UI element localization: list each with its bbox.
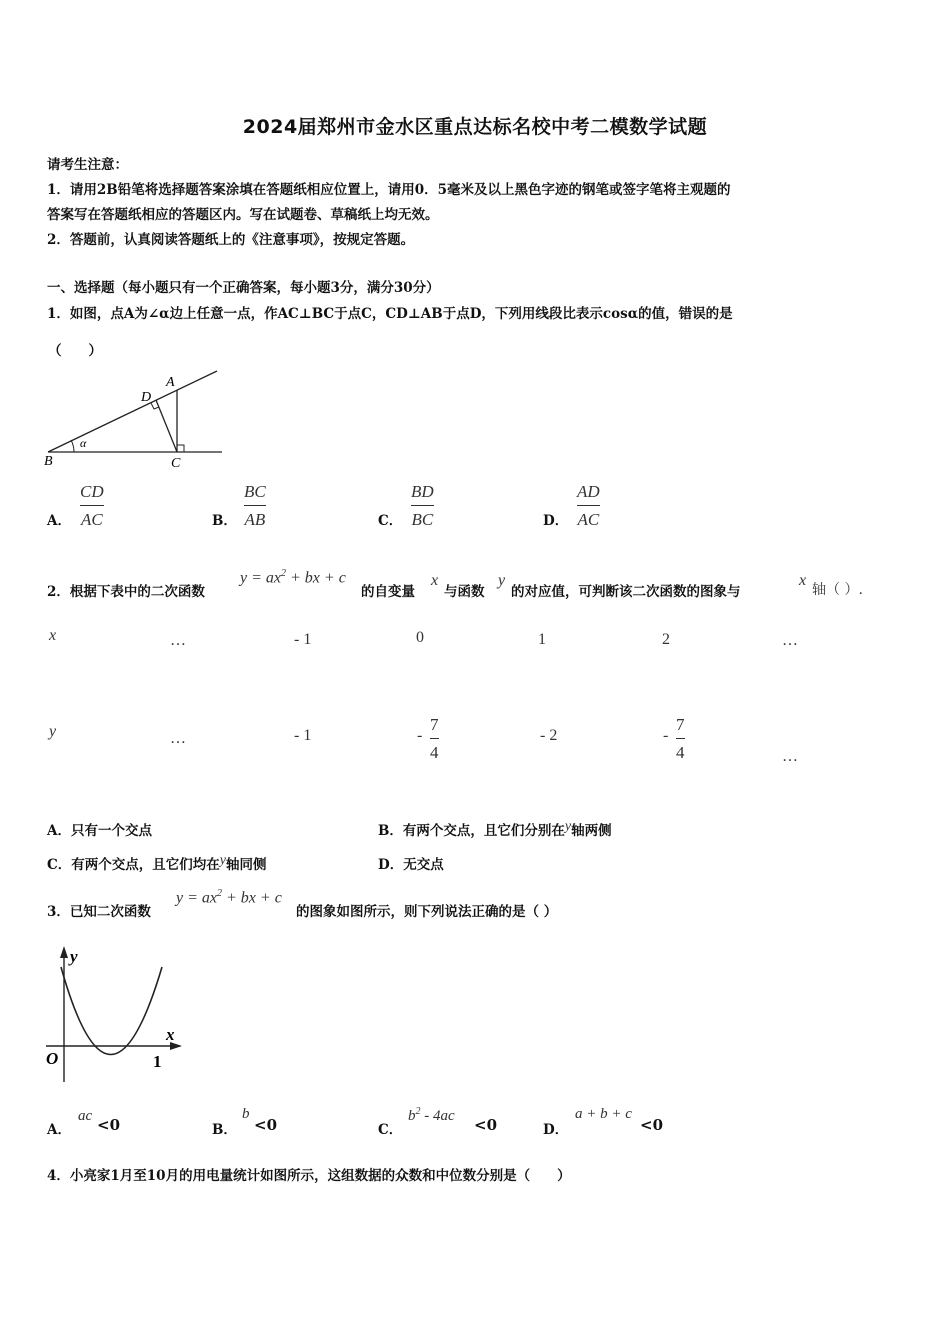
notice-line-2: 答案写在答题纸相应的答题区内。写在试题卷、草稿纸上均无效。 — [47, 207, 439, 223]
q3-label-x: x — [166, 1025, 175, 1044]
q2-option-a: A．只有一个交点 — [47, 823, 152, 839]
q1-option-b-fraction — [244, 483, 266, 528]
q3-option-b-rel: <0 — [254, 1116, 278, 1134]
q1-label-a: A — [166, 375, 175, 390]
q1-option-d-letter: D． — [543, 513, 569, 529]
q2-table-x-cell: - 1 — [294, 631, 312, 648]
notice-line-1: 1．请用2B铅笔将选择题答案涂填在答题纸相应位置上，请用0．5毫米及以上黑色字迹的钢笔或签字笔将主观题的 — [47, 182, 731, 198]
q3-option-c-expr: $b^2 - 4ac$ — [408, 1106, 455, 1124]
q3-option-a-expr: ac — [78, 1108, 93, 1124]
q2-var-y: y — [498, 572, 506, 589]
q3-option-b-expr: b — [242, 1106, 250, 1122]
q3-stem-tail: 的图象如图所示，则下列说法正确的是（ ） — [296, 904, 558, 920]
q2-stem-mid3: 的对应值，可判断该二次函数的图象与 — [511, 584, 741, 600]
q2-var-x: x — [431, 572, 439, 589]
q3-formula: $y = ax^2$ + bx + c — [176, 888, 282, 907]
q3-label-origin: O — [46, 1049, 59, 1068]
q1-option-d-fraction — [577, 483, 600, 528]
q3-parabola-figure — [40, 942, 190, 1087]
q2-table-x-cell: … — [782, 632, 798, 649]
notice-line-3: 2．答题前，认真阅读答题纸上的《注意事项》，按规定答题。 — [47, 232, 415, 248]
q1-label-d: D — [141, 390, 152, 405]
q2-formula: $y = ax^2$ + bx + c — [240, 568, 346, 587]
q1-option-a-num: CD — [80, 482, 104, 501]
q1-label-alpha: α — [80, 436, 87, 450]
q1-option-d-den: AC — [577, 510, 600, 529]
q3-option-c-rel: <0 — [474, 1116, 498, 1134]
q2-table-y-label: y — [49, 723, 57, 740]
q1-paren: （ ） — [48, 343, 102, 359]
q2-stem-tail: 轴（ ）. — [812, 582, 863, 598]
q2-stem-pre: 2．根据下表中的二次函数 — [47, 584, 205, 600]
q1-option-a-fraction — [80, 483, 104, 528]
q1-option-c-num: BD — [411, 482, 434, 501]
q3-y-arrow-icon — [60, 946, 68, 958]
q2-stem-mid1: 的自变量 — [361, 584, 415, 600]
q3-option-b-letter: B． — [212, 1122, 237, 1138]
q1-triangle-figure — [40, 366, 230, 476]
q1-option-c-letter: C． — [378, 513, 403, 529]
q2-table-x-cell: 0 — [416, 629, 424, 646]
section-heading: 一、选择题（每小题只有一个正确答案，每小题3分，满分30分） — [47, 280, 440, 296]
q2-stem-mid2: 与函数 — [444, 584, 485, 600]
q1-option-c-den: BC — [411, 510, 434, 529]
q2-table-x-label: x — [49, 627, 57, 644]
q3-label-y: y — [70, 947, 78, 966]
q2-var-x2: x — [799, 572, 807, 589]
q2-option-c: C．有两个交点，且它们均在y轴同侧 — [47, 853, 267, 873]
q3-option-a-letter: A． — [47, 1122, 71, 1138]
q2-table-x-cell: … — [170, 632, 186, 649]
q3-label-one: 1 — [153, 1052, 162, 1071]
q2-table-y-cell-fraction: 7 4 — [430, 715, 439, 762]
q3-stem-pre: 3．已知二次函数 — [47, 904, 151, 920]
q1-option-b-den: AB — [244, 510, 266, 529]
q2-table-y-cell: … — [782, 748, 798, 765]
q2-table-y-cell-sign: - — [417, 727, 423, 744]
q1-stem: 1．如图，点A为∠α边上任意一点，作AC⊥BC于点C，CD⊥AB于点D，下列用线段比表示cosα的值，错误的是 — [47, 306, 733, 322]
notice-heading: 请考生注意： — [47, 157, 128, 173]
q2-table-y-cell-sign: - — [663, 727, 669, 744]
q3-option-a-rel: <0 — [97, 1116, 121, 1134]
q4-stem: 4．小亮家1月至10月的用电量统计如图所示，这组数据的众数和中位数分别是（ ） — [47, 1168, 571, 1184]
q1-label-b: B — [44, 454, 53, 469]
q1-option-a-den: AC — [80, 510, 103, 529]
q3-parabola-curve — [61, 967, 162, 1055]
q2-table-y-cell: … — [170, 730, 186, 747]
q1-option-b-num: BC — [244, 482, 266, 501]
q1-option-a-letter: A． — [47, 513, 71, 529]
q2-table-x-cell: 2 — [662, 631, 670, 648]
q1-angle-arc — [71, 440, 74, 452]
q2-table-y-cell: - 1 — [294, 727, 312, 744]
q2-table-y-cell: - 2 — [540, 727, 558, 744]
q1-option-c-fraction — [411, 483, 434, 528]
q1-right-angle-c — [177, 445, 184, 452]
q3-option-d-rel: <0 — [640, 1116, 664, 1134]
q2-option-b: B．有两个交点，且它们分别在y轴两侧 — [378, 819, 612, 839]
q3-option-c-letter: C． — [378, 1122, 403, 1138]
q1-line-cd — [156, 400, 177, 452]
q3-option-d-expr: a + b + c — [575, 1106, 632, 1122]
q1-option-b-letter: B． — [212, 513, 237, 529]
q2-table-y-cell-fraction: 7 4 — [676, 715, 685, 762]
q2-table-x-cell: 1 — [538, 631, 546, 648]
q1-line-ba — [48, 371, 217, 452]
q1-option-d-num: AD — [577, 482, 600, 501]
q1-label-c: C — [171, 456, 181, 471]
page-title: 2024届郑州市金水区重点达标名校中考二模数学试题 — [242, 116, 708, 138]
q2-option-d: D．无交点 — [378, 857, 444, 873]
q3-option-d-letter: D． — [543, 1122, 569, 1138]
